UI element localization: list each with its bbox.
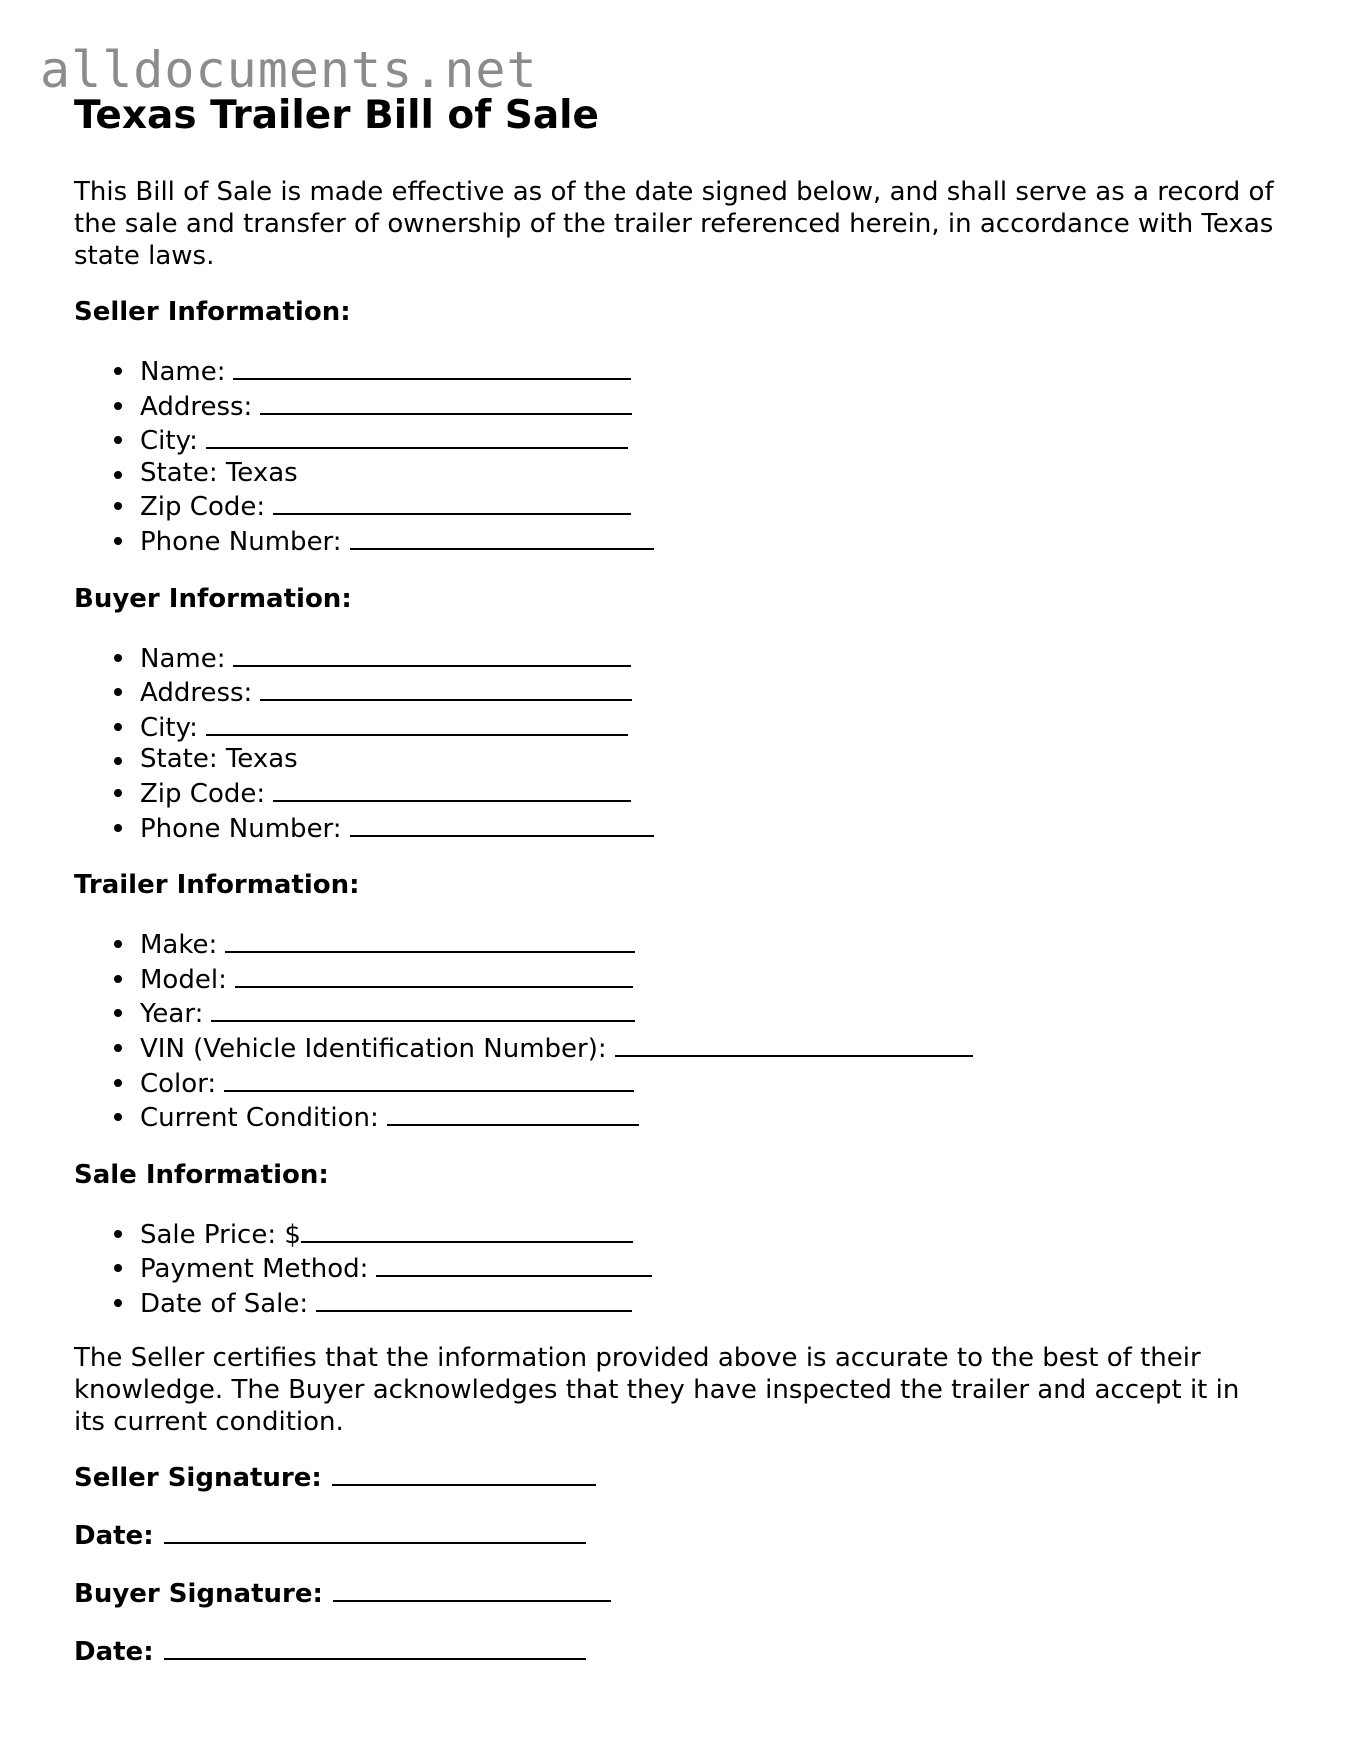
buyer-phone-label: Phone Number: xyxy=(140,813,342,844)
certification-paragraph: The Seller certifies that the information provided above is accurate to the best of their knowledge. The Buyer acknowledges that they have inspected the trailer and accept it in its current condition. xyxy=(74,1343,1240,1438)
sale-date-label: Date of Sale: xyxy=(140,1288,309,1319)
buyer-zip-item xyxy=(140,776,1274,811)
buyer-name-field[interactable] xyxy=(233,641,631,667)
trailer-make-label: Make: xyxy=(140,930,218,961)
buyer-address-label: Address: xyxy=(140,678,253,709)
buyer-signature-row xyxy=(74,1576,1274,1612)
seller-phone-label: Phone Number: xyxy=(140,526,342,557)
seller-name-label: Name: xyxy=(140,357,226,387)
sale-price-item xyxy=(140,1217,1274,1252)
sale-date-item xyxy=(140,1286,1274,1321)
trailer-vin-field[interactable] xyxy=(615,1031,973,1057)
seller-signature-row xyxy=(74,1460,1274,1496)
buyer-address-field[interactable] xyxy=(260,675,632,701)
payment-method-item xyxy=(140,1251,1274,1286)
buyer-signature-field[interactable] xyxy=(333,1576,611,1602)
sale-info-list xyxy=(74,1217,1274,1321)
buyer-state-label: State: Texas xyxy=(140,744,298,775)
seller-phone-item xyxy=(140,524,1274,559)
seller-date-field[interactable] xyxy=(164,1518,586,1544)
page-title: Texas Trailer Bill of Sale xyxy=(74,93,599,138)
buyer-zip-label: Zip Code: xyxy=(140,778,266,809)
sale-price-label: Sale Price: $ xyxy=(140,1219,301,1250)
sale-info-heading: Sale Information: xyxy=(74,1159,329,1190)
buyer-info-list xyxy=(74,641,1274,846)
seller-info-list xyxy=(74,354,1274,559)
sale-date-field[interactable] xyxy=(316,1286,632,1312)
trailer-condition-label: Current Condition: xyxy=(140,1103,379,1134)
seller-date-row xyxy=(74,1518,1274,1554)
trailer-model-item xyxy=(140,962,1274,997)
buyer-date-field[interactable] xyxy=(164,1634,586,1660)
buyer-state-item xyxy=(140,744,1274,776)
trailer-make-field[interactable] xyxy=(225,927,635,953)
seller-city-field[interactable] xyxy=(206,423,628,449)
trailer-info-list xyxy=(74,927,1274,1135)
seller-phone-field[interactable] xyxy=(350,524,654,550)
trailer-vin-item xyxy=(140,1031,1274,1066)
trailer-color-item xyxy=(140,1066,1274,1101)
buyer-date-label: Date: xyxy=(74,1637,154,1668)
document-body xyxy=(74,90,1274,1670)
intro-paragraph: This Bill of Sale is made effective as of the date signed below, and shall serve as a record of the sale and transfer of ownership of the trailer referenced herein, in accordance with Texas state laws. xyxy=(74,177,1274,271)
sale-price-field[interactable] xyxy=(301,1217,633,1243)
trailer-make-item xyxy=(140,927,1274,962)
buyer-name-label: Name: xyxy=(140,643,226,674)
buyer-city-item xyxy=(140,710,1274,745)
buyer-name-item xyxy=(140,641,1274,676)
trailer-color-field[interactable] xyxy=(224,1066,634,1092)
buyer-signature-label: Buyer Signature: xyxy=(74,1579,323,1610)
seller-zip-field[interactable] xyxy=(273,489,631,515)
payment-method-field[interactable] xyxy=(376,1251,652,1277)
seller-address-field[interactable] xyxy=(260,389,632,415)
seller-name-item xyxy=(140,354,1274,389)
trailer-year-item xyxy=(140,996,1274,1031)
buyer-zip-field[interactable] xyxy=(273,776,631,802)
seller-city-item xyxy=(140,423,1274,458)
trailer-year-label: Year: xyxy=(140,999,204,1030)
trailer-info-heading: Trailer Information: xyxy=(74,870,360,901)
trailer-vin-label: VIN (Vehicle Identification Number): xyxy=(140,1033,607,1064)
seller-state-item xyxy=(140,458,1274,490)
trailer-model-label: Model: xyxy=(140,964,227,995)
trailer-condition-field[interactable] xyxy=(387,1100,639,1126)
seller-address-item xyxy=(140,389,1274,424)
buyer-city-field[interactable] xyxy=(206,710,628,736)
watermark: alldocuments.net xyxy=(40,41,538,99)
seller-address-label: Address: xyxy=(140,391,253,422)
seller-zip-item xyxy=(140,489,1274,524)
trailer-year-field[interactable] xyxy=(211,996,635,1022)
trailer-condition-item xyxy=(140,1100,1274,1135)
buyer-info-heading: Buyer Information: xyxy=(74,583,352,614)
seller-zip-label: Zip Code: xyxy=(140,492,266,523)
seller-signature-field[interactable] xyxy=(332,1460,596,1486)
seller-city-label: City: xyxy=(140,426,198,457)
seller-info-heading: Seller Information: xyxy=(74,297,351,327)
seller-date-label: Date: xyxy=(74,1521,154,1552)
trailer-color-label: Color: xyxy=(140,1068,217,1099)
buyer-phone-field[interactable] xyxy=(350,811,654,837)
seller-signature-label: Seller Signature: xyxy=(74,1463,322,1494)
buyer-phone-item xyxy=(140,811,1274,846)
seller-state-label: State: Texas xyxy=(140,457,298,488)
payment-method-label: Payment Method: xyxy=(140,1254,369,1285)
buyer-city-label: City: xyxy=(140,712,198,743)
buyer-date-row xyxy=(74,1634,1274,1670)
seller-name-field[interactable] xyxy=(233,354,631,380)
trailer-model-field[interactable] xyxy=(235,962,633,988)
buyer-address-item xyxy=(140,675,1274,710)
